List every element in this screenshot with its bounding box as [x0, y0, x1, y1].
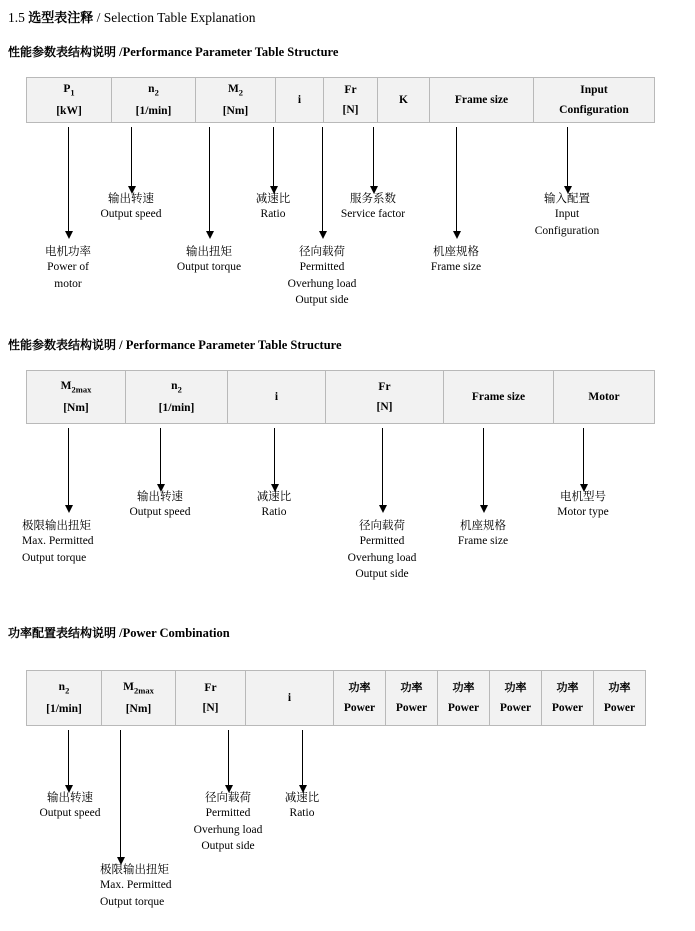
arrow-perf1-output-torque	[209, 127, 210, 232]
arrow-power-ratio	[302, 730, 303, 786]
arrow-perf1-frame-size	[456, 127, 457, 232]
table-power-col-power-4-en: Power	[499, 701, 532, 714]
table-perf2-col-i	[227, 371, 325, 423]
table-power-col-power-2-cn: 功率	[400, 681, 423, 695]
section-heading-perf2	[8, 336, 342, 353]
page-title-number: 1.5	[8, 10, 25, 25]
table-perf2-col-i-symbol: i	[274, 390, 279, 403]
table-perf1-col-i	[275, 78, 323, 122]
table-perf2-col-frame-size-label: Frame size	[471, 390, 526, 403]
table-power-col-power-5-cn: 功率	[556, 681, 579, 695]
section-heading-perf2-sep: /	[119, 338, 123, 352]
table-power-col-n2-subscript: 2	[65, 685, 70, 696]
table-power-col-power-1-cn: 功率	[348, 681, 371, 695]
table-perf2-col-n2-unit: [1/min]	[158, 401, 195, 414]
section-heading-power-en: Power Combination	[122, 626, 230, 640]
table-perf2-col-n2	[125, 371, 227, 423]
table-perf1-col-p1-symbol: P	[63, 83, 71, 96]
table-perf2-col-n2-subscript: 2	[177, 384, 182, 395]
table-power-col-m2max-subscript: 2max	[134, 685, 154, 696]
table-perf2-col-m2max-subscript: 2max	[71, 384, 92, 395]
table-power-col-power-5	[541, 671, 593, 725]
callout-power-overhung-load: 径向载荷 Permitted Overhung load Output side	[193, 790, 263, 852]
table-perf1-col-fr	[323, 78, 377, 122]
section-heading-perf2-en: Performance Parameter Table Structure	[125, 338, 342, 352]
table-power-col-power-2-en: Power	[395, 701, 428, 714]
callout-perf2-max-output-torque: 极限输出扭矩 Max. Permitted Output torque	[22, 518, 94, 564]
callout-perf1-input-configuration: 输入配置 Input Configuration	[534, 191, 600, 237]
table-perf1-col-frame-size	[429, 78, 533, 122]
table-power-col-power-6-en: Power	[603, 701, 636, 714]
table-perf1-col-n2	[111, 78, 195, 122]
arrow-perf1-ratio	[273, 127, 274, 187]
table-perf1-col-i-symbol: i	[297, 93, 302, 106]
callout-perf1-service-factor: 服务系数 Service factor	[340, 191, 406, 221]
page-title-en: Selection Table Explanation	[103, 10, 256, 25]
arrow-perf2-frame-size	[483, 428, 484, 506]
callout-perf1-output-speed: 输出转速 Output speed	[100, 191, 162, 221]
callout-perf2-ratio: 减速比 Ratio	[256, 489, 292, 519]
page-title	[8, 7, 256, 26]
table-perf2-col-fr-unit: [N]	[376, 401, 393, 413]
table-perf2-col-motor-label: Motor	[588, 390, 620, 403]
table-power-col-m2max-symbol: M	[123, 681, 134, 694]
table-power-col-n2-unit: [1/min]	[46, 702, 82, 715]
table-perf1-col-k-symbol: K	[399, 93, 408, 106]
callout-perf1-ratio: 减速比 Ratio	[255, 191, 291, 221]
table-perf1	[26, 77, 655, 123]
table-perf2-col-m2max-symbol: M	[60, 380, 72, 393]
table-perf2-col-m2max	[27, 371, 125, 423]
table-power-col-power-6-cn: 功率	[608, 681, 631, 695]
arrow-perf1-power	[68, 127, 69, 232]
callout-perf1-frame-size: 机座规格 Frame size	[430, 244, 482, 274]
arrow-perf1-output-speed	[131, 127, 132, 187]
arrow-perf2-ratio	[274, 428, 275, 485]
table-power-col-power-3	[437, 671, 489, 725]
table-perf1-col-m2-unit: [Nm]	[222, 104, 249, 117]
section-heading-power-cn: 功率配置表结构说明	[8, 626, 117, 640]
table-power-col-m2max	[101, 671, 175, 725]
table-power-col-m2max-unit: [Nm]	[125, 702, 152, 715]
table-perf1-col-fr-symbol: Fr	[344, 83, 357, 96]
table-power	[26, 670, 646, 726]
table-perf2-col-frame-size	[443, 371, 553, 423]
section-heading-perf1-sep: /	[119, 45, 123, 59]
table-perf1-col-m2-symbol: M	[227, 83, 239, 96]
table-power-col-power-2	[385, 671, 437, 725]
callout-perf2-frame-size: 机座规格 Frame size	[457, 518, 509, 548]
table-power-col-power-1	[333, 671, 385, 725]
table-power-col-power-3-en: Power	[447, 701, 480, 714]
table-power-col-fr	[175, 671, 245, 725]
table-power-col-n2	[27, 671, 101, 725]
table-power-col-i	[245, 671, 333, 725]
arrow-perf2-output-speed	[160, 428, 161, 485]
callout-perf1-overhung-load: 径向载荷 Permitted Overhung load Output side	[287, 244, 357, 306]
table-perf2-col-n2-symbol: n	[171, 380, 178, 393]
page-title-separator: /	[96, 10, 101, 25]
section-heading-perf1-en: Performance Parameter Table Structure	[122, 45, 339, 59]
table-perf2-col-fr-symbol: Fr	[378, 380, 391, 393]
table-perf1-col-m2	[195, 78, 275, 122]
table-perf1-col-input-configuration-line1: Input	[580, 83, 608, 96]
section-heading-power	[8, 624, 230, 641]
table-perf1-col-k	[377, 78, 429, 122]
table-power-col-power-6	[593, 671, 645, 725]
table-perf2-col-motor	[553, 371, 654, 423]
table-power-col-power-5-en: Power	[551, 701, 584, 714]
arrow-perf2-max-output-torque	[68, 428, 69, 506]
table-perf1-col-input-configuration-line2: Configuration	[559, 104, 629, 116]
callout-power-ratio: 减速比 Ratio	[284, 790, 320, 820]
table-perf1-col-input-configuration	[533, 78, 654, 122]
section-heading-perf2-cn: 性能参数表结构说明	[8, 338, 117, 352]
table-perf1-col-n2-unit: [1/min]	[135, 104, 172, 117]
table-power-col-power-4-cn: 功率	[504, 681, 527, 695]
table-power-col-power-4	[489, 671, 541, 725]
table-perf1-col-m2-subscript: 2	[238, 87, 244, 98]
table-perf1-col-frame-size-label: Frame size	[454, 93, 509, 106]
table-perf2-col-m2max-unit: [Nm]	[63, 401, 89, 414]
table-perf1-col-p1-subscript: 1	[70, 87, 75, 98]
section-heading-perf1-cn: 性能参数表结构说明	[8, 45, 117, 59]
table-perf1-col-p1-unit: [kW]	[56, 104, 82, 117]
callout-perf1-power: 电机功率 Power of motor	[45, 244, 91, 290]
table-perf2-col-fr	[325, 371, 443, 423]
table-perf1-col-n2-symbol: n	[148, 83, 155, 96]
table-power-col-n2-symbol: n	[58, 681, 66, 694]
callout-perf2-motor-type: 电机型号 Motor type	[557, 489, 609, 519]
table-power-col-power-1-en: Power	[343, 701, 376, 714]
callout-power-max-output-torque: 极限输出扭矩 Max. Permitted Output torque	[100, 862, 172, 908]
callout-perf2-overhung-load: 径向载荷 Permitted Overhung load Output side	[347, 518, 417, 580]
arrow-perf2-motor-type	[583, 428, 584, 485]
arrow-perf1-service-factor	[373, 127, 374, 187]
table-perf1-col-fr-unit: [N]	[342, 104, 359, 116]
arrow-power-overhung-load	[228, 730, 229, 786]
arrow-perf2-overhung-load	[382, 428, 383, 506]
arrow-power-output-speed	[68, 730, 69, 786]
callout-perf2-output-speed: 输出转速 Output speed	[129, 489, 191, 519]
callout-power-output-speed: 输出转速 Output speed	[39, 790, 101, 820]
table-perf1-col-n2-subscript: 2	[154, 87, 159, 98]
callout-perf1-output-torque: 输出扭矩 Output torque	[176, 244, 242, 274]
table-perf1-col-p1	[27, 78, 111, 122]
page-title-cn: 选型表注释	[28, 11, 94, 26]
table-power-col-fr-symbol: Fr	[204, 681, 217, 694]
table-power-col-power-3-cn: 功率	[452, 681, 475, 695]
table-power-col-fr-unit: [N]	[202, 702, 219, 714]
section-heading-power-sep: /	[119, 626, 123, 640]
table-power-col-i-symbol: i	[287, 691, 292, 704]
table-perf2	[26, 370, 655, 424]
arrow-perf1-input-configuration	[567, 127, 568, 187]
section-heading-perf1	[8, 43, 338, 60]
